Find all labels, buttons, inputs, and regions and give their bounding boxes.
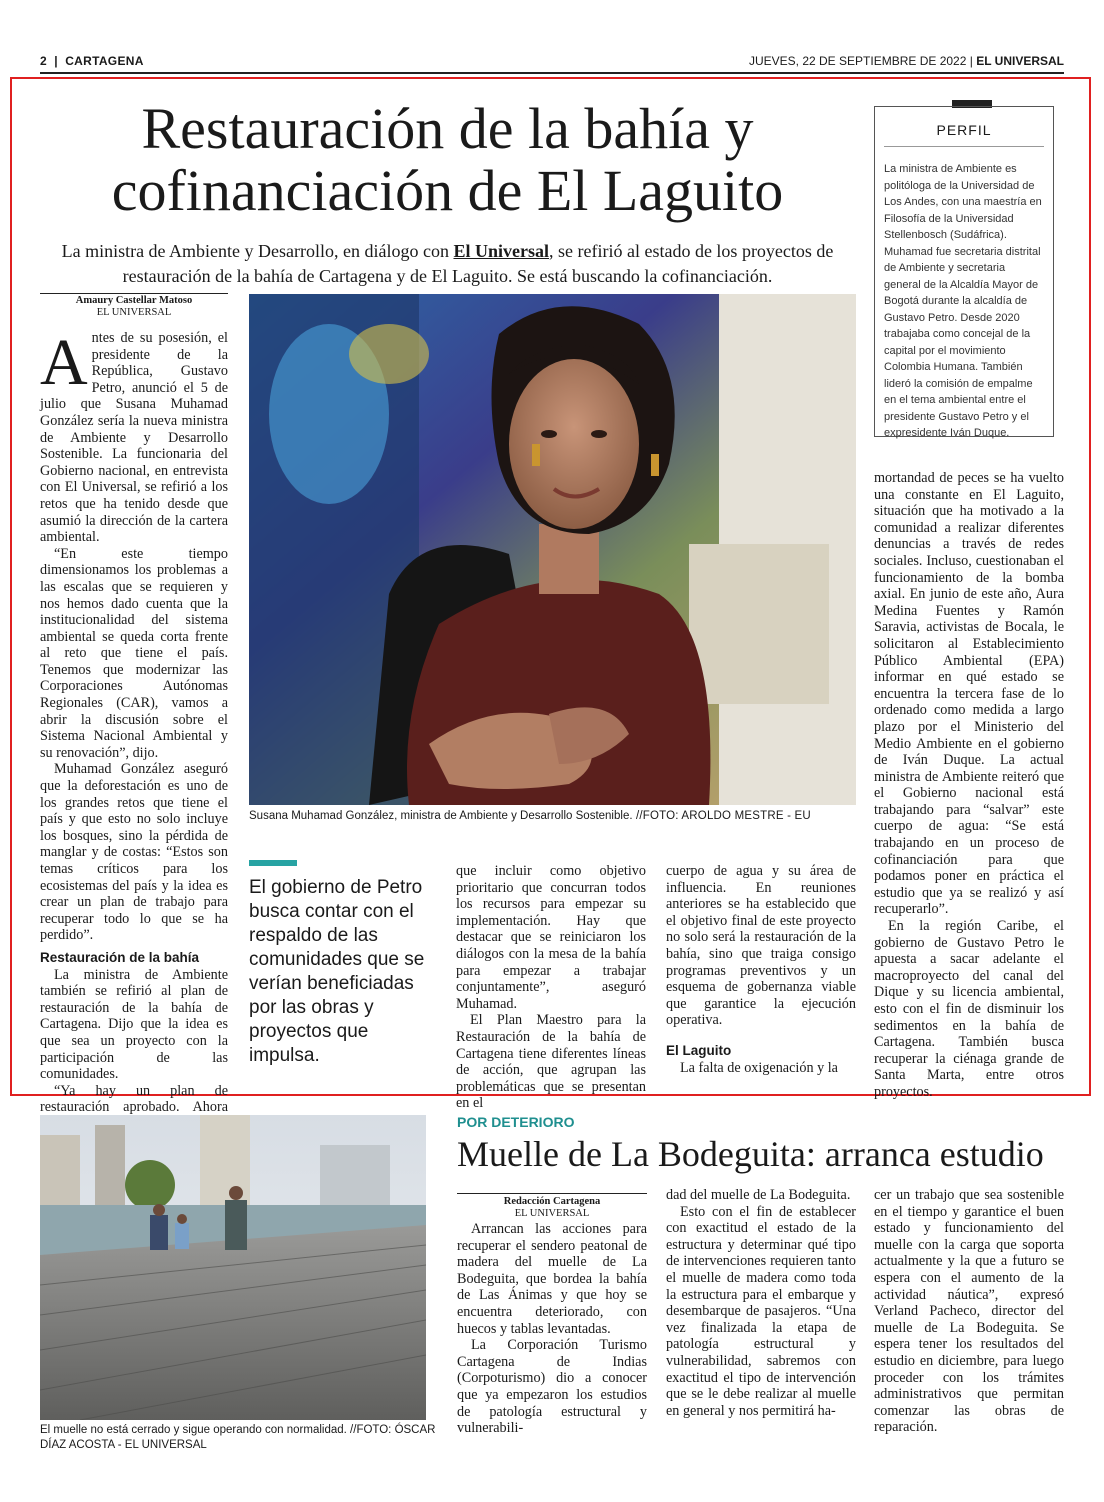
author-outlet: EL UNIVERSAL [96, 307, 172, 318]
main-photo-credit: //FOTO: AROLDO MESTRE - EU [632, 810, 811, 822]
second-column-2: dad del muelle de La Bodeguita. Esto con el fin de establecer con exactitud el estado de la estructura y determinar qué tipo de intervenciones requieren tanto el muelle de madera como toda la estructura para el embarque y desembarque de pasajeros. “Una vez finalizada la etapa de patología estructural y vulnerabilidad, sabremos con exactitud el tipo de intervención que se le debe realizar al muelle en general y nos permitirá ha- [666, 1187, 856, 1419]
minister-photo [249, 294, 856, 805]
paper-name: EL UNIVERSAL [976, 54, 1064, 68]
main-byline [40, 295, 228, 319]
header-rule [40, 72, 1064, 74]
profile-text: La ministra de Ambiente es politóloga de la Universidad de Los Andes, con una maestría en Filosofía de la Universidad Stellenbosch (Sudáfrica). Muhamad fue secretaria distrital de Ambiente y secretaria general de la Alcaldía Mayor de Bogotá durante la alcaldía de Gustavo Petro. Desde 2020 trabajaba como concejal de la capital por el movimiento Colombia Humana. También lideró la comisión de empalme en el tema ambiental entre el presidente Gustavo Petro y el expresidente Iván Duque. [884, 163, 1042, 439]
second-byline-rule [457, 1193, 647, 1194]
author-name: Amaury Castellar Matoso [75, 295, 193, 306]
pier-photo-illustration [40, 1115, 426, 1420]
second-headline: Muelle de La Bodeguita: arranca estudio [457, 1134, 1044, 1174]
subhead-laguito: El Laguito [666, 1042, 732, 1058]
pier-photo [40, 1115, 426, 1420]
second-author-outlet: EL UNIVERSAL [514, 1208, 590, 1219]
page-header [40, 54, 1064, 72]
pier-photo-caption: El muelle no está cerrado y sigue operando con normalidad. //FOTO: ÓSCAR DÍAZ ACOSTA - EL UNIVERSAL [40, 1424, 436, 1451]
header-date-paper: JUEVES, 22 DE SEPTIEMBRE DE 2022 | EL UNIVERSAL [748, 54, 1064, 68]
dropcap: A [40, 326, 88, 399]
profile-rule [884, 146, 1044, 147]
second-author-name: Redacción Cartagena [503, 1196, 601, 1207]
deck-paper-name: El Universal [453, 241, 549, 261]
article-column-1: Antes de su posesión, el presidente de la República, Gustavo Petro, anunció el 5 de julio que Susana Muhamad González sería la nueva ministra de Ambiente y Desarrollo Sostenible. La funcionaria del Gobierno nacional, en entrevista con El Universal, se refirió a los retos que ha tenido desde que asumió la dirección de la cartera ambiental. “En este tiempo dimensionamos los problemas a las escalas que se requieren y nos hemos dado cuenta que la institucionalidad del sistema ambiental se queda corta frente al reto que tiene el país. Tenemos que modernizar las Corporaciones Autónomas Regionales (CAR), vamos a abrir la discusión sobre el Sistema Nacional Ambiental y su renovación”, dijo. Muhamad González aseguró que la deforestación es uno de los grandes retos que tiene el país y que esto no solo incluye los bosques, sino la pérdida de manglar y de costas: “Estos son temas críticos para los ecosistemas del país y la idea es crear un plan de trabajo para recuperar todo lo que se ha perdido”. Restauración de la bahía La ministra de Ambiente también se refirió al plan de restauración de la bahía de Cartagena. Dijo que la idea es que sea un proyecto con la participación de las comunidades. “Ya hay un plan de restauración aprobado. Ahora [40, 326, 228, 1116]
page-number: 2 [40, 54, 47, 68]
subhead-restauracion: Restauración de la bahía [40, 949, 200, 965]
second-byline [457, 1196, 647, 1220]
main-deck: La ministra de Ambiente y Desarrollo, en diálogo con El Universal, se refirió al estado de los proyectos de restauración de la bahía de Cartagena y de El Laguito. Se está buscando la cofinanciación. [61, 241, 834, 286]
pull-quote-accent [249, 860, 297, 866]
second-column-1: Arrancan las acciones para recuperar el sendero peatonal de madera del muelle de La Bodeguita, que bordea la bahía de Las Ánimas y que hoy se encuentra deteriorado, con huecos y tablas levantadas. La Corporación Turismo Cartagena de Indias (Corpoturismo) dio a conocer que ya empezaron los estudios de patología estructural y vulnerabili- [457, 1221, 647, 1437]
section-name: CARTAGENA [65, 54, 144, 68]
main-headline-line2: cofinanciación de El Laguito [111, 158, 784, 223]
article-column-3: que incluir como objetivo prioritario que concurran todos los recursos para empezar su implementación. Hay que destacar que se reiniciaron los diálogos con la mesa de la bahía para empezar a trabajar conjuntamente”, aseguró Muhamad. El Plan Maestro para la Restauración de la bahía de Cartagena tiene diferentes líneas de acción, que agrupan las problemáticas que se presentan en el [456, 863, 646, 1112]
minister-photo-illustration [249, 294, 856, 805]
second-kicker: POR DETERIORO [457, 1114, 575, 1130]
main-photo-caption: Susana Muhamad González, ministra de Ambiente y Desarrollo Sostenible. //FOTO: AROLDO MESTRE - EU [249, 810, 811, 822]
main-headline [40, 98, 855, 222]
pull-quote: El gobierno de Petro busca contar con el respaldo de las comunidades que se verían beneficiadas por las obras y proyectos que impulsa. [249, 877, 425, 1066]
main-headline-line1: Restauración de la bahía y [141, 96, 754, 161]
pier-photo-credit: //FOTO: ÓSCAR DÍAZ ACOSTA - EL UNIVERSAL [40, 1424, 436, 1451]
profile-title: PERFIL [936, 122, 992, 138]
article-column-5: mortandad de peces se ha vuelto una constante en El Laguito, situación que ha motivado a la comunidad a realizar diferentes denuncias a través de redes sociales. Incluso, cuestionaban el funcionamiento de la bomba axial. En junio de este año, Aura Medina Fuentes y Ramón Saravia, activistas de Bocala, le solicitaron al Establecimiento Público Ambiental (EPA) informar en qué estado se encuentra la tercera fase de lo ordenado como medida a largo plazo por el Ministerio del Medio Ambiente en el gobierno de Iván Duque. La actual ministra de Ambiente reiteró que el Gobierno nacional está trabajando para “salvar” este cuerpo de agua: “Se está trabajando en un proceso de cofinanciación para que podamos poner en práctica el estudio que ya se realizó y así recuperarlo”. En la región Caribe, el gobierno de Gustavo Petro le apuesta a sacar adelante el macroproyecto del canal del Dique y su licencia ambiental, esto con el fin de disminuir los sedimentos en la bahía de Cartagena. También busca recuperar la ciénaga grande de Santa Marta, entre otros proyectos. [874, 470, 1064, 1100]
second-column-3: cer un trabajo que sea sostenible en el tiempo y garantice el buen estado y funcionamiento del muelle con la carga que soporta actualmente y la que a futuro se espera con el aumento de la actividad náutica”, expresó Verland Pacheco, director del muelle de La Bodeguita. Se espera tener los resultados del estudio en diciembre, para luego proceder con los trámites administrativos que permitan comenzar las obras de reparación. [874, 1187, 1064, 1436]
issue-date: JUEVES, 22 DE SEPTIEMBRE DE 2022 [748, 54, 967, 68]
article-column-4: cuerpo de agua y su área de influencia. En reuniones anteriores se ha establecido que el objetivo final de este proyecto no solo será la restauración de la bahía, sino que traiga consigo programas preventivos y un esquema de gobernanza viable que garantice la ejecución operativa. El Laguito La falta de oxigenación y la [666, 863, 856, 1076]
byline-rule [40, 293, 228, 294]
header-section: 2 | CARTAGENA [40, 54, 144, 68]
